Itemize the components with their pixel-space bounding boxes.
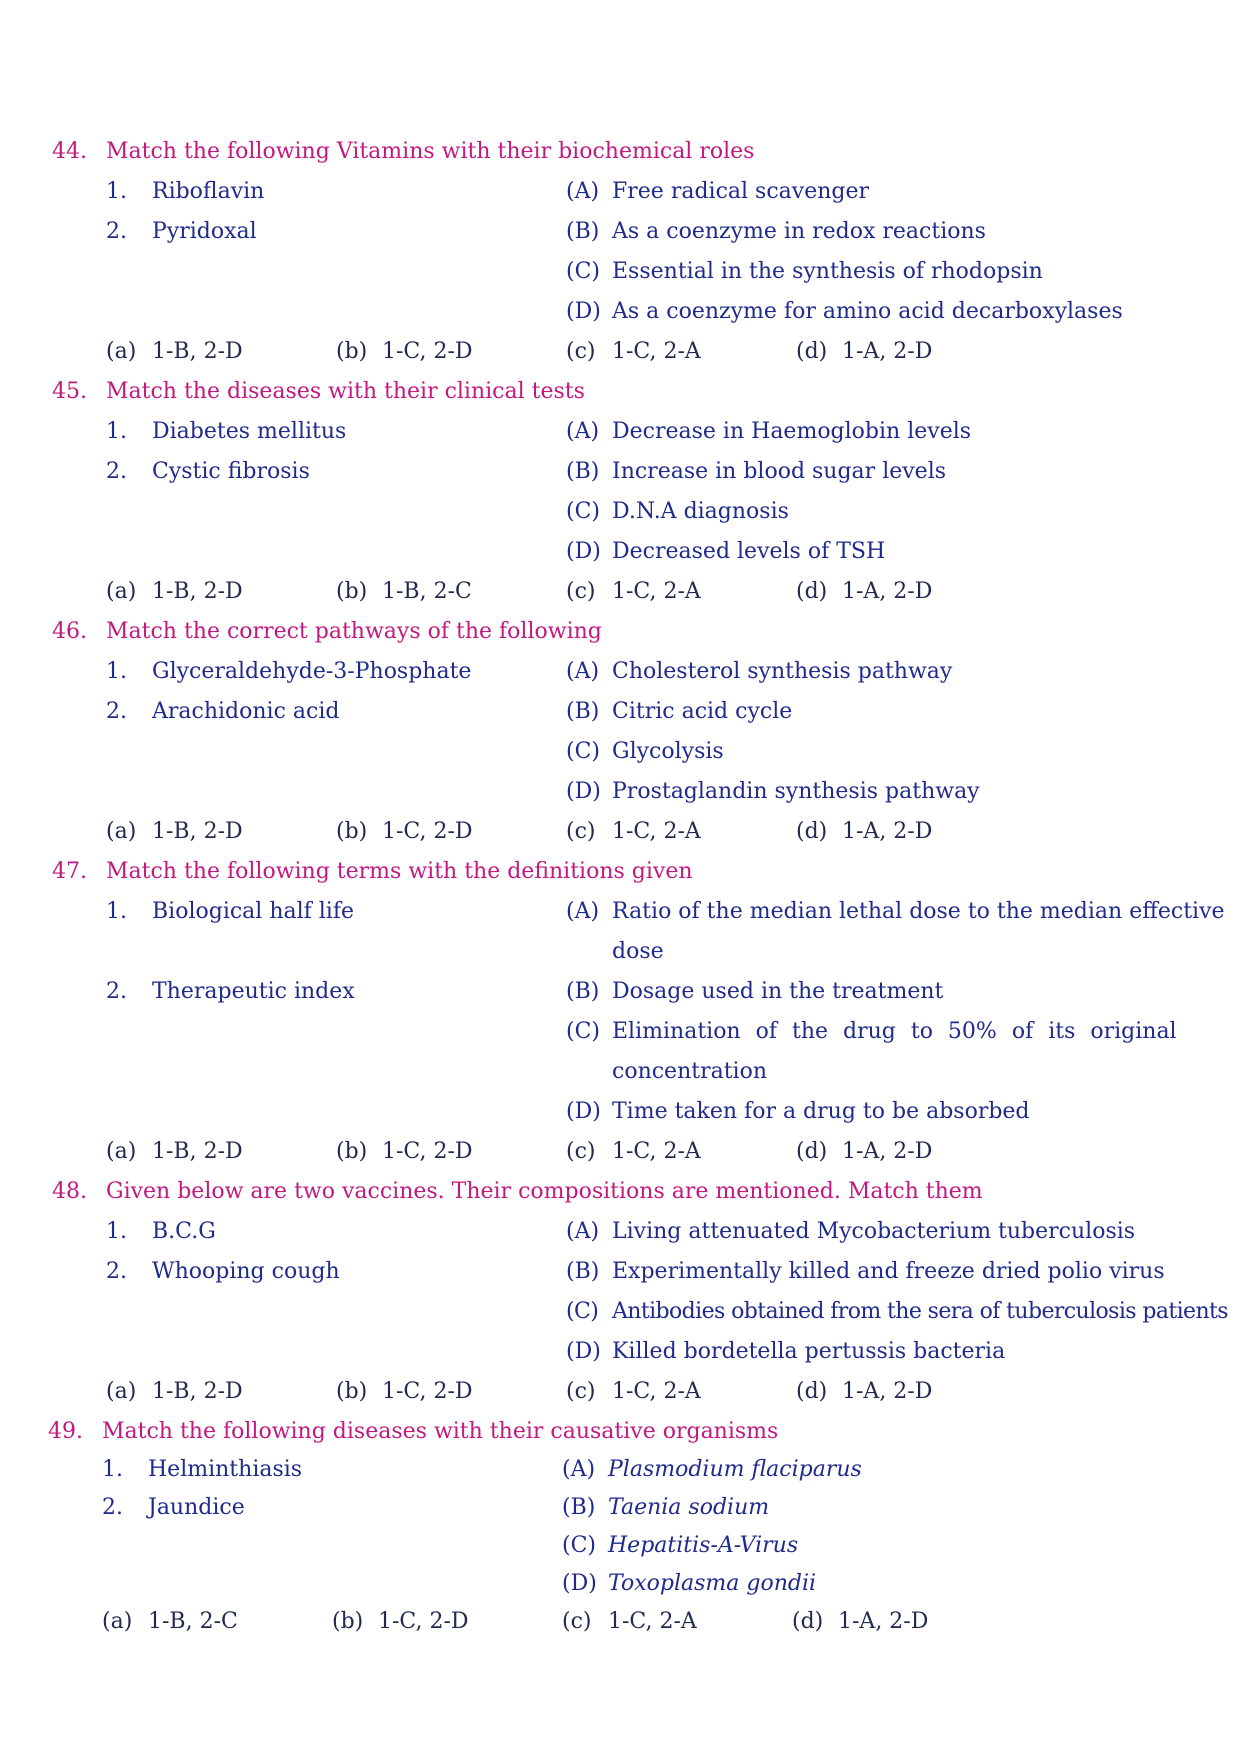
option-b[interactable] <box>336 332 473 372</box>
right-item <box>566 492 789 532</box>
right-item <box>562 1488 769 1528</box>
item-text: Jaundice <box>148 1495 245 1520</box>
question-45-heading <box>52 372 585 412</box>
option-b[interactable] <box>336 812 473 852</box>
item-text: 1-A, 2-D <box>842 1139 933 1164</box>
left-item <box>102 1488 245 1528</box>
item-label: (A) <box>566 419 600 444</box>
right-item <box>562 1450 862 1490</box>
option-c[interactable] <box>562 1602 697 1642</box>
item-text: Helminthiasis <box>148 1457 303 1482</box>
question-49-heading <box>48 1412 778 1452</box>
option-a[interactable] <box>106 572 243 612</box>
item-text: Increase in blood sugar levels <box>612 459 947 484</box>
item-number: 1. <box>106 1219 127 1244</box>
item-text: Experimentally killed and freeze dried polio virus <box>612 1259 1165 1284</box>
item-label: (D) <box>562 1571 597 1596</box>
item-text: 1-C, 2-D <box>382 339 473 364</box>
item-text: Diabetes mellitus <box>152 419 347 444</box>
left-item <box>106 452 310 492</box>
right-item <box>566 1292 1228 1332</box>
item-text: B.C.G <box>152 1219 216 1244</box>
item-text: As a coenzyme in redox reactions <box>612 219 986 244</box>
item-text: 1-B, 2-D <box>152 1379 243 1404</box>
right-item <box>566 652 952 692</box>
item-label: (D) <box>566 1339 601 1364</box>
item-number: 2. <box>106 979 127 1004</box>
item-label: (C) <box>566 1299 599 1324</box>
left-item <box>106 1212 216 1252</box>
item-label: (A) <box>566 899 600 924</box>
item-label: (D) <box>566 779 601 804</box>
right-item <box>562 1564 816 1604</box>
item-label: (C) <box>566 739 600 764</box>
item-number: 1. <box>106 659 127 684</box>
item-number: 2. <box>102 1495 123 1520</box>
item-text: Plasmodium flaciparus <box>608 1457 862 1482</box>
item-label: (d) <box>796 819 828 844</box>
item-text: 1-C, 2-A <box>612 579 701 604</box>
item-text: Arachidonic acid <box>152 699 340 724</box>
item-text: Riboflavin <box>152 179 265 204</box>
item-text: 1-A, 2-D <box>842 1379 933 1404</box>
item-label: (c) <box>566 579 596 604</box>
item-label: (b) <box>336 579 368 604</box>
item-text: 1-C, 2-A <box>612 1379 701 1404</box>
item-label: (C) <box>566 259 600 284</box>
option-a[interactable] <box>106 1372 243 1412</box>
item-text: Killed bordetella pertussis bacteria <box>612 1339 1006 1364</box>
right-item <box>566 1012 1177 1052</box>
item-text: 1-C, 2-D <box>382 819 473 844</box>
item-text: 1-C, 2-A <box>608 1609 697 1634</box>
item-text: Essential in the synthesis of rhodopsin <box>612 259 1043 284</box>
item-label: (B) <box>562 1495 596 1520</box>
item-text: Hepatitis-A-Virus <box>608 1533 799 1558</box>
left-item <box>106 1252 340 1292</box>
question-number: 46. <box>52 619 87 644</box>
item-text: Time taken for a drug to be absorbed <box>612 1099 1030 1124</box>
item-text: 1-B, 2-D <box>152 1139 243 1164</box>
right-item <box>566 292 1123 332</box>
item-number: 1. <box>106 899 127 924</box>
option-c[interactable] <box>566 1372 701 1412</box>
option-d[interactable] <box>796 812 932 852</box>
item-text: 1-B, 2-D <box>152 579 243 604</box>
item-label: (A) <box>562 1457 596 1482</box>
left-item <box>102 1450 302 1490</box>
item-text: Antibodies obtained from the sera of tuberculosis patients <box>612 1299 1228 1324</box>
option-d[interactable] <box>796 332 932 372</box>
item-text: Decreased levels of TSH <box>612 539 886 564</box>
option-a[interactable] <box>106 1132 243 1172</box>
item-text: Citric acid cycle <box>612 699 793 724</box>
item-number: 2. <box>106 1259 127 1284</box>
item-text: Living attenuated Mycobacterium tuberculosis <box>612 1219 1136 1244</box>
item-text: Biological half life <box>152 899 355 924</box>
item-text: Whooping cough <box>152 1259 340 1284</box>
item-label: (B) <box>566 699 600 724</box>
option-d[interactable] <box>796 1132 932 1172</box>
option-c[interactable] <box>566 1132 701 1172</box>
question-number: 44. <box>52 139 87 164</box>
item-number: 1. <box>106 419 127 444</box>
item-text: 1-C, 2-A <box>612 339 701 364</box>
item-label: (a) <box>106 579 137 604</box>
right-item <box>566 412 971 452</box>
item-label: (b) <box>336 819 368 844</box>
item-label: (b) <box>336 339 368 364</box>
item-label: (d) <box>796 1379 828 1404</box>
item-text: 1-B, 2-C <box>148 1609 238 1634</box>
left-item <box>106 692 339 732</box>
item-label: (A) <box>566 179 600 204</box>
item-text: Cholesterol synthesis pathway <box>612 659 953 684</box>
item-number: 1. <box>106 179 127 204</box>
item-label: (A) <box>566 1219 600 1244</box>
left-item <box>106 652 471 692</box>
option-b[interactable] <box>336 572 472 612</box>
item-label: (a) <box>102 1609 133 1634</box>
item-text-continuation: dose <box>612 939 664 964</box>
item-text: Taenia sodium <box>608 1495 770 1520</box>
right-item <box>566 692 792 732</box>
item-label: (d) <box>796 579 828 604</box>
item-text: Decrease in Haemoglobin levels <box>612 419 972 444</box>
right-item <box>566 252 1043 292</box>
question-number: 47. <box>52 859 87 884</box>
item-text: D.N.A diagnosis <box>612 499 789 524</box>
item-text: 1-B, 2-D <box>152 819 243 844</box>
option-a[interactable] <box>106 812 243 852</box>
item-text: 1-C, 2-A <box>612 819 701 844</box>
option-a[interactable] <box>106 332 243 372</box>
item-text: Dosage used in the treatment <box>612 979 944 1004</box>
question-number: 45. <box>52 379 87 404</box>
left-item <box>106 412 346 452</box>
item-text: Toxoplasma gondii <box>608 1571 817 1596</box>
item-text: As a coenzyme for amino acid decarboxylases <box>612 299 1123 324</box>
left-item <box>106 172 264 212</box>
item-label: (b) <box>336 1379 368 1404</box>
right-item <box>566 972 943 1012</box>
item-label: (D) <box>566 1099 601 1124</box>
left-item <box>106 972 355 1012</box>
item-text: Elimination of the drug to 50% of its original <box>612 1019 1177 1044</box>
item-label: (C) <box>566 499 600 524</box>
option-d[interactable] <box>796 1372 932 1412</box>
item-label: (B) <box>566 1259 600 1284</box>
item-text-continuation: concentration <box>612 1059 768 1084</box>
option-c[interactable] <box>566 572 701 612</box>
item-label: (a) <box>106 1139 137 1164</box>
item-text: Cystic fibrosis <box>152 459 310 484</box>
right-item <box>566 172 869 212</box>
right-item <box>566 532 885 572</box>
item-number: 1. <box>102 1457 123 1482</box>
item-text: 1-C, 2-D <box>382 1139 473 1164</box>
right-item <box>562 1526 798 1566</box>
item-number: 2. <box>106 219 127 244</box>
question-text: Match the correct pathways of the following <box>106 619 602 644</box>
item-label: (C) <box>566 1019 600 1044</box>
question-48-heading <box>52 1172 983 1212</box>
item-label: (b) <box>332 1609 364 1634</box>
item-text: Glycolysis <box>612 739 724 764</box>
option-b[interactable] <box>336 1372 473 1412</box>
item-label: (d) <box>796 339 828 364</box>
item-label: (a) <box>106 339 137 364</box>
question-text: Given below are two vaccines. Their compositions are mentioned. Match them <box>106 1179 983 1204</box>
item-label: (a) <box>106 819 137 844</box>
question-46-heading <box>52 612 602 652</box>
left-item <box>106 892 354 932</box>
item-label: (b) <box>336 1139 368 1164</box>
item-label: (d) <box>796 1139 828 1164</box>
item-text: 1-B, 2-C <box>382 579 472 604</box>
item-label: (D) <box>566 539 601 564</box>
item-text: Prostaglandin synthesis pathway <box>612 779 980 804</box>
question-47-heading <box>52 852 693 892</box>
option-c[interactable] <box>566 812 701 852</box>
item-text: 1-A, 2-D <box>842 819 933 844</box>
item-text: 1-A, 2-D <box>838 1609 929 1634</box>
item-label: (c) <box>566 339 596 364</box>
item-label: (A) <box>566 659 600 684</box>
item-label: (C) <box>562 1533 596 1558</box>
question-text: Match the diseases with their clinical tests <box>106 379 585 404</box>
right-item-continuation <box>612 1052 767 1092</box>
item-text: 1-C, 2-D <box>378 1609 469 1634</box>
right-item <box>566 1212 1135 1252</box>
option-d[interactable] <box>792 1602 928 1642</box>
item-label: (B) <box>566 459 600 484</box>
item-text: Pyridoxal <box>152 219 257 244</box>
option-b[interactable] <box>332 1602 469 1642</box>
item-label: (d) <box>792 1609 824 1634</box>
option-a[interactable] <box>102 1602 238 1642</box>
item-number: 2. <box>106 459 127 484</box>
question-number: 49. <box>48 1419 83 1444</box>
question-text: Match the following terms with the definitions given <box>106 859 693 884</box>
left-item <box>106 212 257 252</box>
item-label: (c) <box>562 1609 592 1634</box>
right-item <box>566 1092 1030 1132</box>
right-item <box>566 772 980 812</box>
item-label: (c) <box>566 819 596 844</box>
item-text: 1-B, 2-D <box>152 339 243 364</box>
question-text: Match the following diseases with their causative organisms <box>102 1419 779 1444</box>
right-item <box>566 892 1225 932</box>
option-c[interactable] <box>566 332 701 372</box>
question-number: 48. <box>52 1179 87 1204</box>
item-text: Free radical scavenger <box>612 179 869 204</box>
option-d[interactable] <box>796 572 932 612</box>
item-text: Ratio of the median lethal dose to the median effective <box>612 899 1225 924</box>
item-label: (B) <box>566 979 600 1004</box>
item-text: 1-A, 2-D <box>842 339 933 364</box>
right-item <box>566 1332 1005 1372</box>
item-label: (c) <box>566 1379 596 1404</box>
right-item-continuation <box>612 932 664 972</box>
item-text: 1-C, 2-A <box>612 1139 701 1164</box>
item-text: Glyceraldehyde-3-Phosphate <box>152 659 472 684</box>
right-item <box>566 452 946 492</box>
item-label: (D) <box>566 299 601 324</box>
right-item <box>566 732 724 772</box>
question-text: Match the following Vitamins with their biochemical roles <box>106 139 755 164</box>
item-text: 1-A, 2-D <box>842 579 933 604</box>
item-text: 1-C, 2-D <box>382 1379 473 1404</box>
item-text: Therapeutic index <box>152 979 355 1004</box>
item-label: (B) <box>566 219 600 244</box>
right-item <box>566 212 986 252</box>
item-number: 2. <box>106 699 127 724</box>
item-label: (a) <box>106 1379 137 1404</box>
option-b[interactable] <box>336 1132 473 1172</box>
question-44-heading <box>52 132 754 172</box>
item-label: (c) <box>566 1139 596 1164</box>
right-item <box>566 1252 1165 1292</box>
